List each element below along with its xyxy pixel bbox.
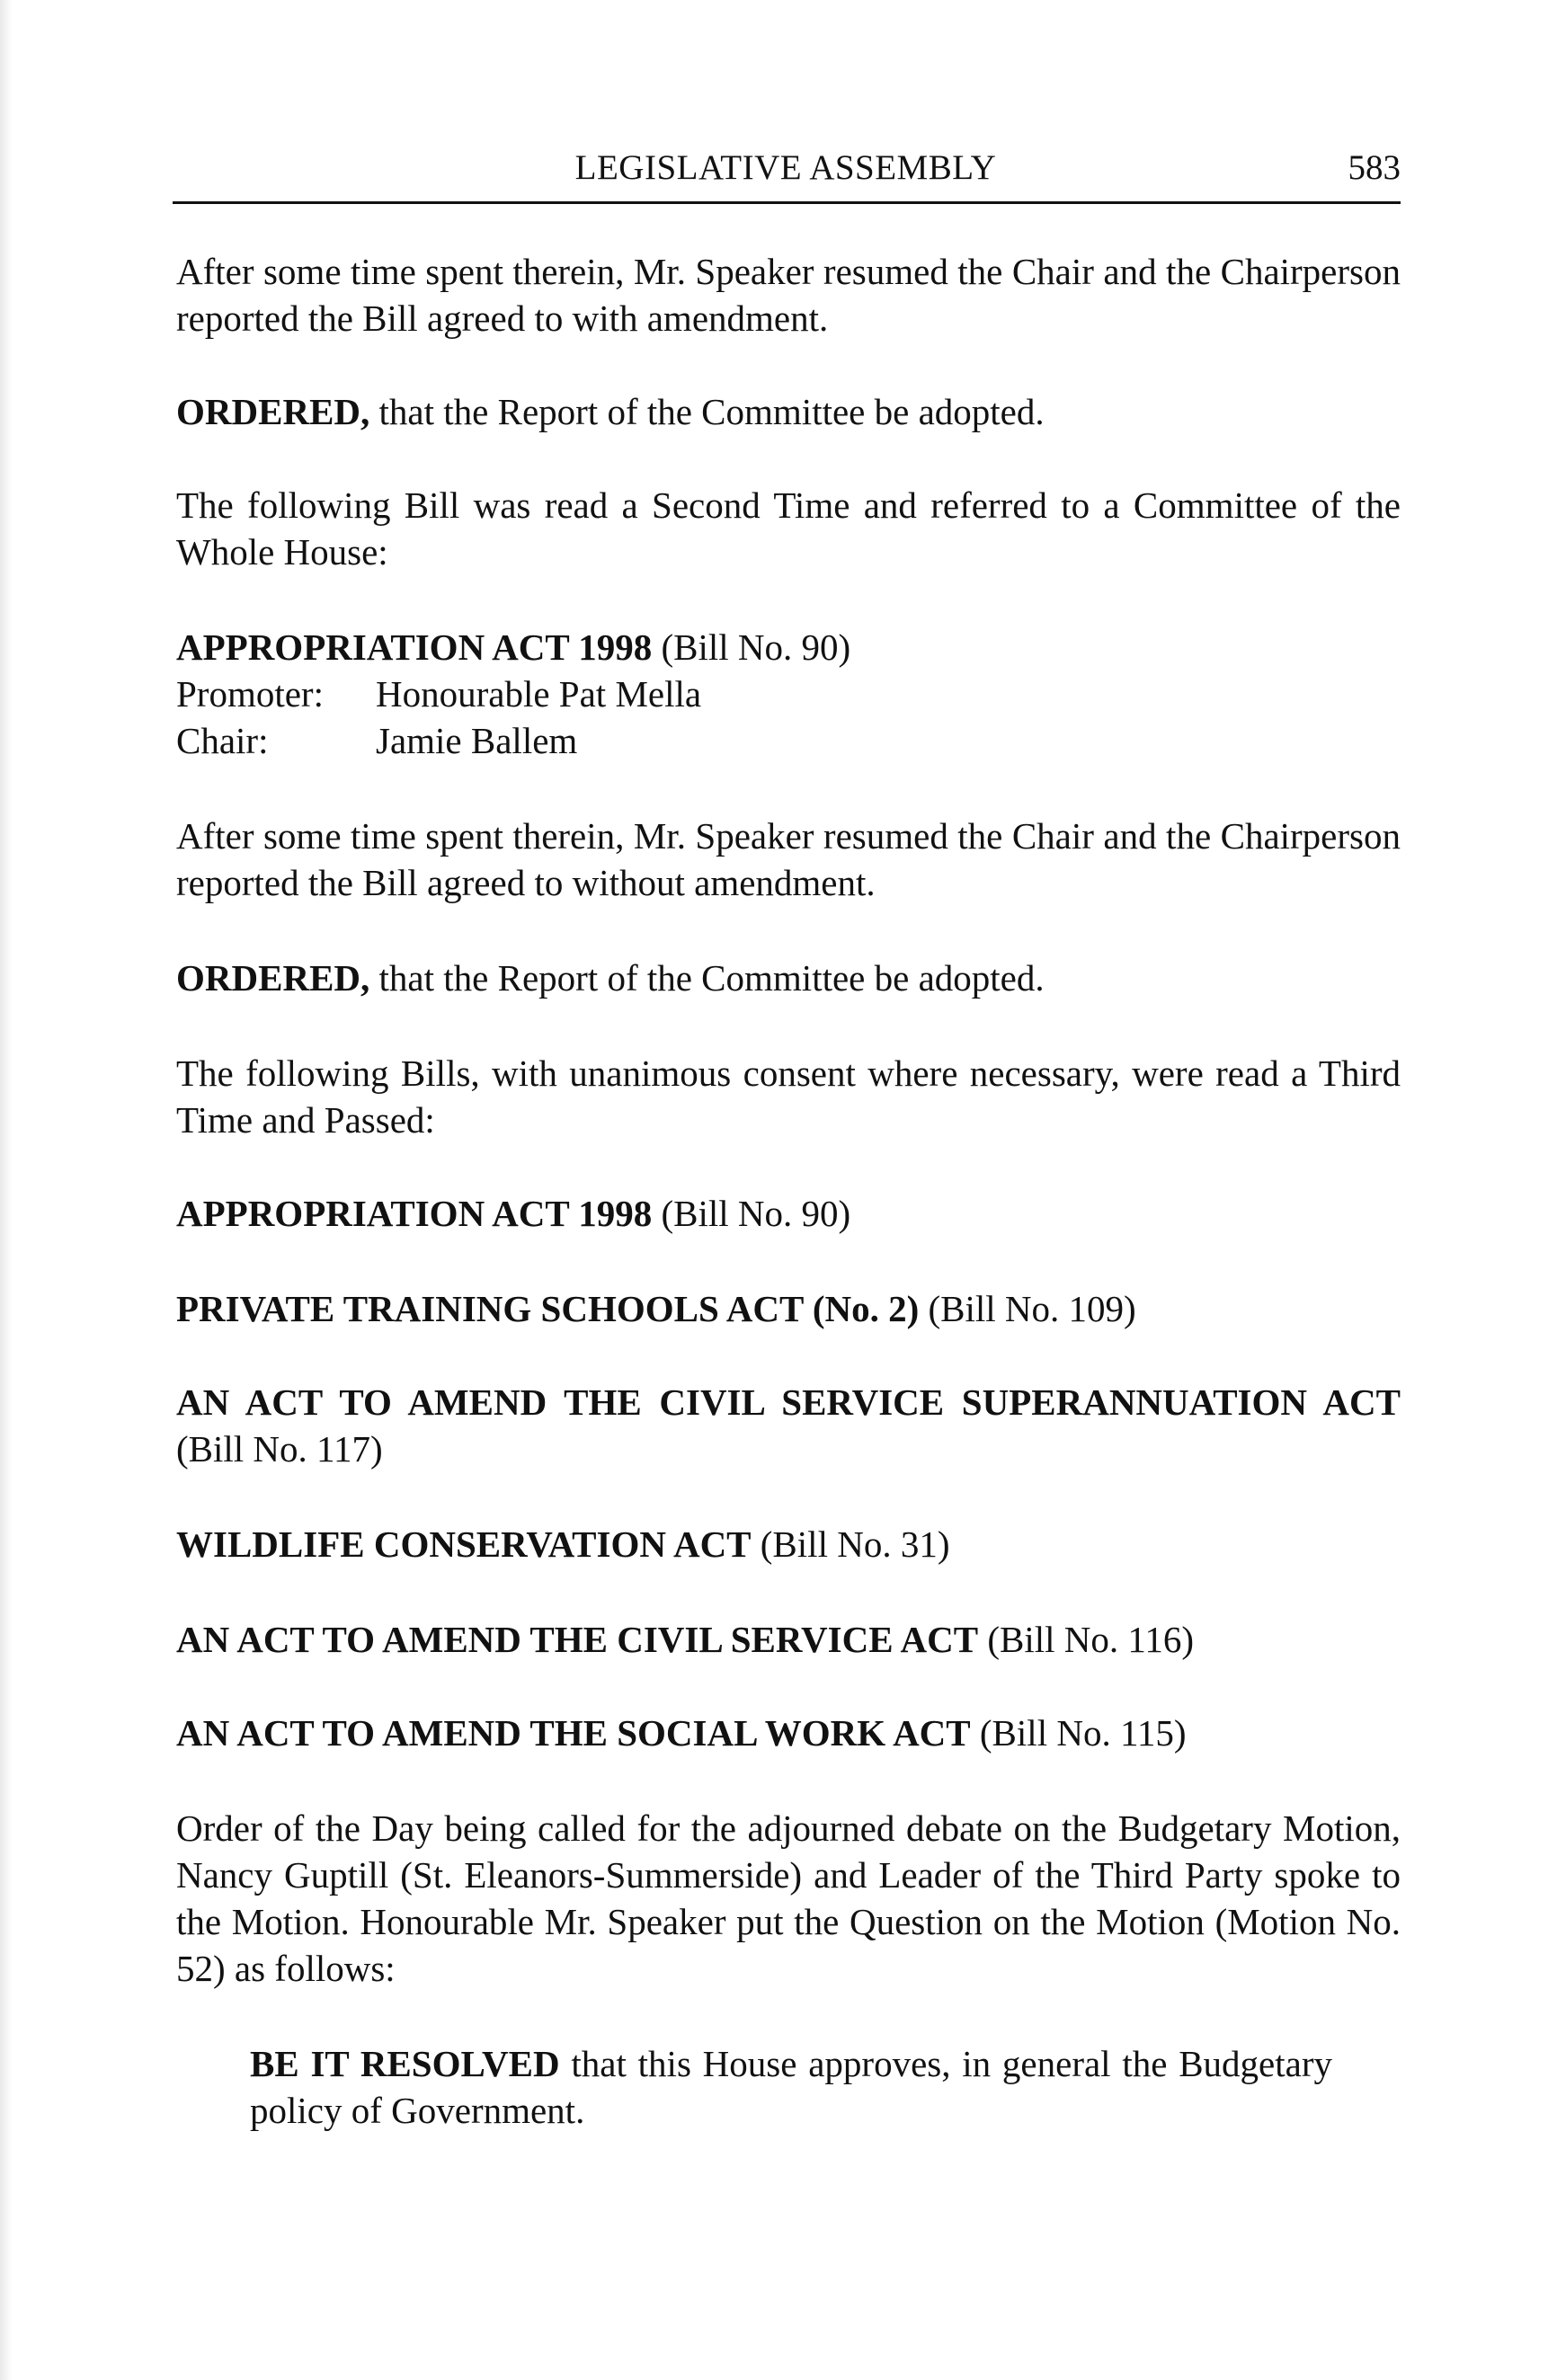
header-rule	[173, 201, 1401, 204]
paragraph-second-reading: The following Bill was read a Second Time and referred to a Committee of the Whole House:	[176, 484, 1401, 573]
running-head: LEGISLATIVE ASSEMBLY	[574, 148, 997, 187]
promoter-row: Promoter: Honourable Pat Mella	[176, 673, 702, 715]
bill-entry-second-reading	[176, 624, 1401, 764]
bill-entry: AN ACT TO AMEND THE SOCIAL WORK ACT (Bill No. 115)	[176, 1712, 1187, 1754]
bill-entry: AN ACT TO AMEND THE CIVIL SERVICE SUPERANNUATION ACT (Bill No. 117)	[176, 1381, 1401, 1470]
resolution-text: BE IT RESOLVED that this House approves, in general the Budgetary policy of Government.	[250, 2043, 1333, 2131]
scan-edge-shadow	[0, 0, 13, 2380]
chair-row: Chair: Jamie Ballem	[176, 720, 578, 761]
bill-entry: APPROPRIATION ACT 1998 (Bill No. 90)	[176, 1193, 851, 1234]
bill-title-line: APPROPRIATION ACT 1998 (Bill No. 90)	[176, 626, 851, 668]
ordered-statement-2: ORDERED, that the Report of the Committee be adopted.	[176, 957, 1045, 999]
bill-entry: AN ACT TO AMEND THE CIVIL SERVICE ACT (Bill No. 116)	[176, 1619, 1195, 1660]
ordered-statement-1: ORDERED, that the Report of the Committee be adopted.	[176, 391, 1045, 432]
paragraph-third-reading: The following Bills, with unanimous consent where necessary, were read a Third Time and Passed:	[176, 1052, 1401, 1141]
paragraph-committee-report-1: After some time spent therein, Mr. Speaker resumed the Chair and the Chairperson reported the Bill agreed to with amendment.	[176, 251, 1401, 339]
paragraph-committee-report-2: After some time spent therein, Mr. Speaker resumed the Chair and the Chairperson reported the Bill agreed to without amendment.	[176, 815, 1401, 903]
bill-entry: WILDLIFE CONSERVATION ACT (Bill No. 31)	[176, 1523, 950, 1565]
bill-entry: PRIVATE TRAINING SCHOOLS ACT (No. 2) (Bill No. 109)	[176, 1288, 1136, 1329]
paragraph-budgetary-motion: Order of the Day being called for the adjourned debate on the Budgetary Motion, Nancy Guptill (St. Eleanors-Summerside) and Leader of the Third Party spoke to the Motion. Honourable Mr. Speaker put the Question on the Motion (Motion No. 52) as follows:	[176, 1807, 1401, 1989]
page-header	[171, 147, 1401, 198]
page-number: 583	[1348, 148, 1401, 187]
